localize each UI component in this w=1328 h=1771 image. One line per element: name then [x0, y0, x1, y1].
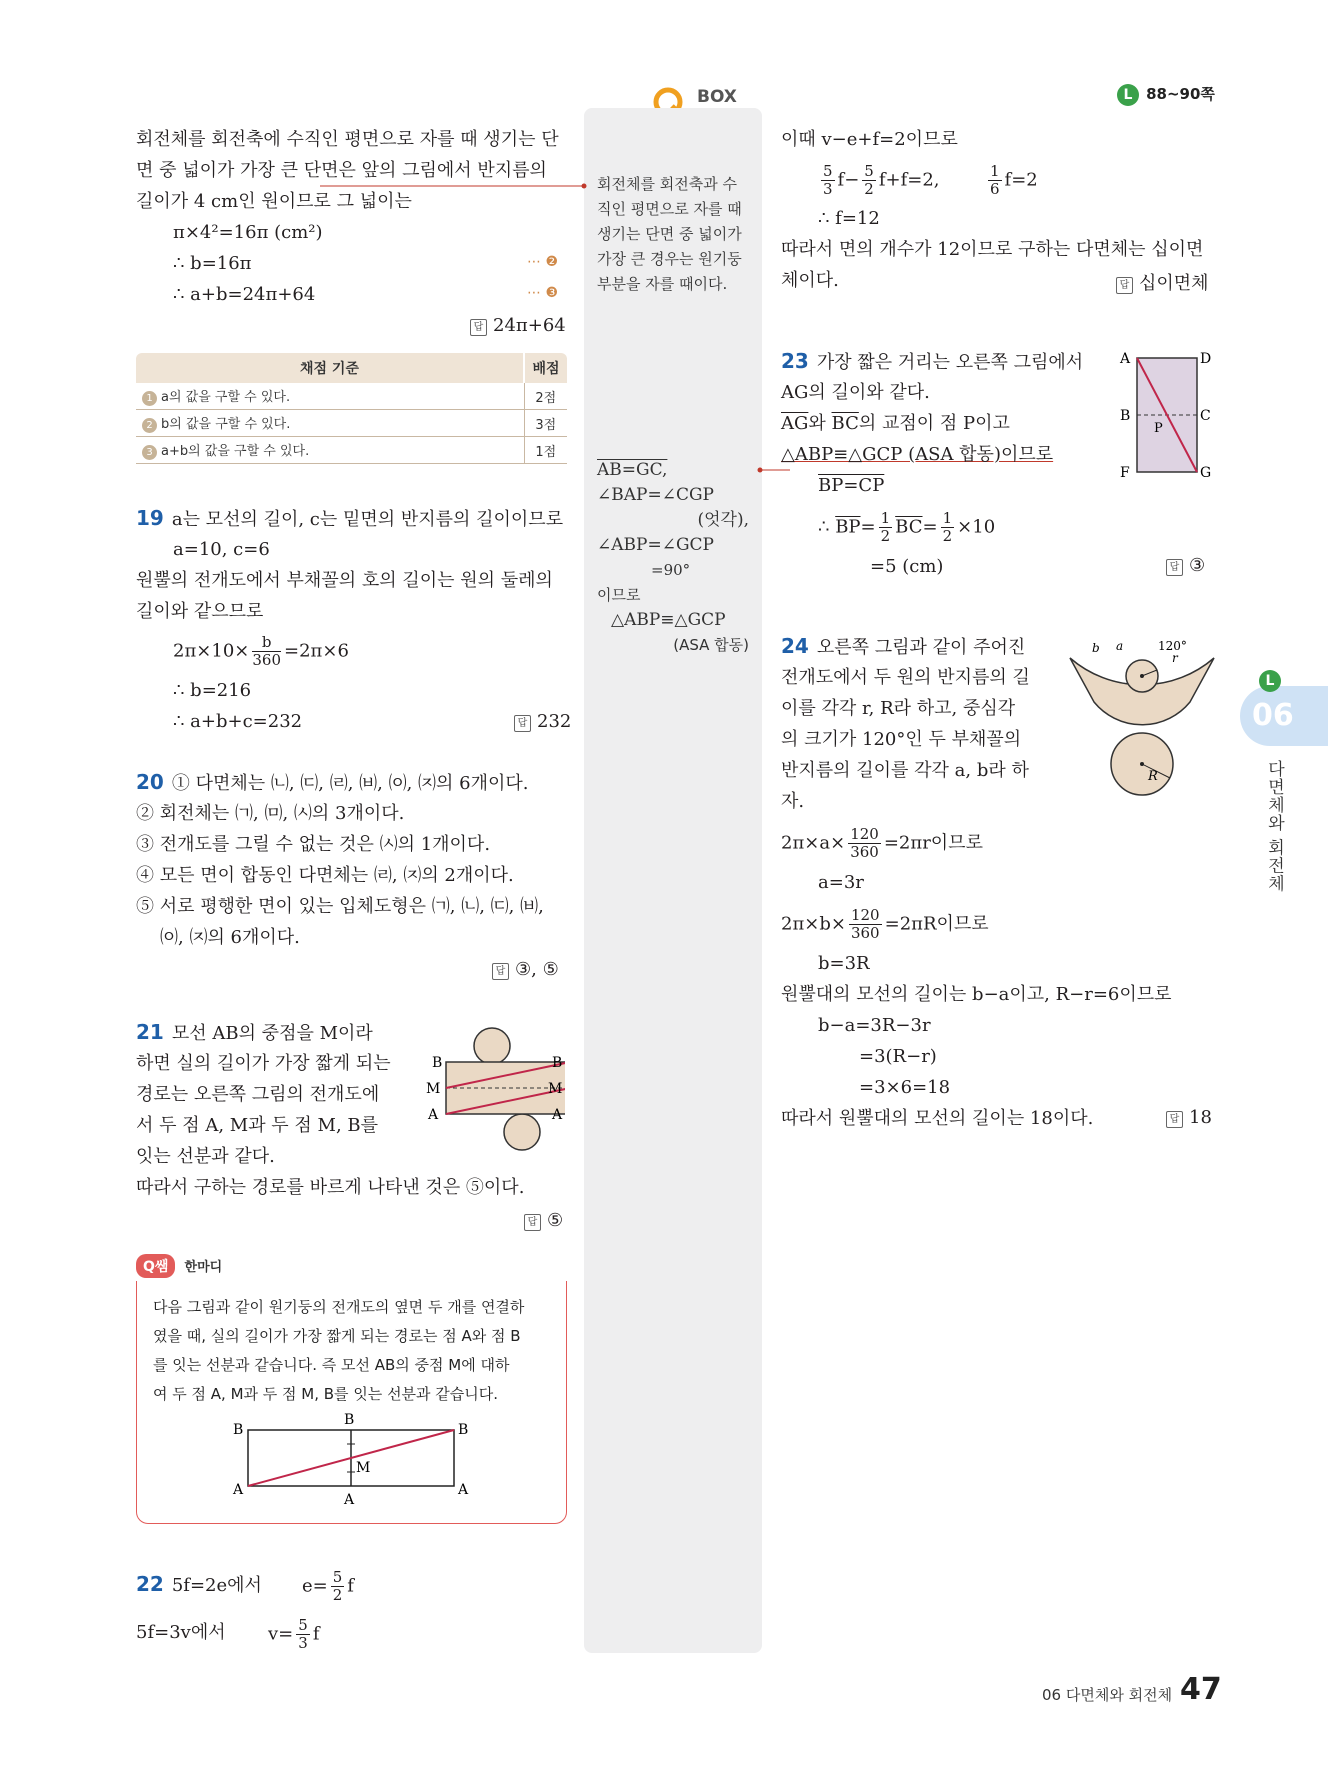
answer-20: 답 ③, ⑤: [492, 959, 559, 980]
q19-line2: a=10, c=6: [173, 539, 270, 560]
answer-23: 답 ③: [1166, 555, 1205, 576]
tip-fig-a-left: A: [233, 1482, 244, 1498]
fig23-b: B: [1120, 408, 1131, 424]
tip-fig-m: M: [356, 1460, 371, 1476]
answer-22: 답 십이면체: [1116, 269, 1209, 295]
answer-icon: 답: [514, 715, 531, 732]
answer-icon: 답: [524, 1214, 541, 1231]
answer-icon: 답: [492, 963, 509, 980]
q22-eq1: e= $\frac{5}{2}$ f: [302, 1568, 354, 1604]
tip-fig-a-mid: A: [344, 1492, 355, 1508]
q23-line1: 23 가장 짧은 거리는 오른쪽 그림에서: [781, 349, 1084, 373]
q22-number: 22: [136, 1572, 164, 1596]
fig24-b: b: [1092, 641, 1100, 655]
q21-line4: 서 두 점 A, M과 두 점 M, B를: [136, 1115, 379, 1136]
tip-fig-a-right: A: [458, 1482, 469, 1498]
eq-ab: ∴ a+b=24π+64: [173, 284, 316, 305]
q24-number: 24: [781, 634, 809, 658]
q24-line2: 전개도에서 두 원의 반지름의 길: [781, 667, 1030, 688]
sidebar-note-1: 회전체를 회전축과 수 직인 평면으로 자를 때 생기는 단면 중 넓이가 가장 큰 경우는 원기둥 부분을 자를 때이다.: [597, 175, 742, 293]
fig-label-m-right: M: [548, 1081, 563, 1097]
l-badge-icon: L: [1117, 84, 1139, 106]
q19-line4: 길이와 같으므로: [136, 601, 264, 622]
q22-line1: 22 5f=2e에서: [136, 1572, 262, 1596]
q24-line3: 이를 각각 r, R라 하고, 중심각: [781, 698, 1016, 719]
q23-line3: $\overline{AG}$와 $\overline{BC}$의 교점이 점 P이고: [781, 413, 1010, 434]
fig23-f: F: [1120, 465, 1130, 481]
criteria-row: 3 a+b의 값을 구할 수 있다. 1점: [136, 437, 567, 464]
q19-line1: 19 a는 모선의 길이, c는 밑면의 반지름의 길이이므로: [136, 506, 564, 530]
answer-24: 답 18: [1166, 1107, 1212, 1128]
top-line4: 따라서 면의 개수가 12이므로 구하는 다면체는 십이면: [781, 239, 1204, 260]
fig23-c: C: [1200, 408, 1211, 424]
fig-label-a-right: A: [552, 1107, 563, 1123]
q21-line2: 하면 실의 길이가 가장 짧게 되는: [136, 1053, 391, 1074]
q20-line3: ③ 전개도를 그릴 수 없는 것은 ㈆의 1개이다.: [136, 834, 491, 855]
q19-eq: 2π×10× $\frac{b}{360}$ =2π×6: [173, 633, 349, 669]
q23-line4: △ABP≡△GCP (ASA 합동)이므로: [781, 444, 1054, 465]
tip-fig-b-left: B: [233, 1422, 244, 1438]
q22-eq2: v= $\frac{5}{3}$ f: [268, 1616, 320, 1652]
q24-line8: 따라서 원뿔대의 모선의 길이는 18이다.: [781, 1108, 1094, 1129]
tip-fig-b-mid: B: [344, 1412, 355, 1428]
answer-icon: 답: [1116, 277, 1133, 294]
fig23-d: D: [1200, 351, 1212, 367]
fig23-a: A: [1120, 351, 1131, 367]
answer-18: 답 24π+64: [470, 315, 566, 336]
intro-block: 회전체를 회전축에 수직인 평면으로 자를 때 생기는 단 면 중 넓이가 가장 큰 단면은 앞의 그림에서 반지름의 길이가 4 cm인 원이므로 그 넓이는: [136, 129, 559, 212]
q24-line7: 원뿔대의 모선의 길이는 b−a이고, R−r=6이므로: [781, 984, 1172, 1005]
q21-line3: 경로는 오른쪽 그림의 전개도에: [136, 1084, 380, 1105]
q24-eq1: 2π×a× $\frac{120}{360}$ =2πr이므로: [781, 825, 983, 861]
q20-number: 20: [136, 770, 164, 794]
q24-eq7: =3×6=18: [859, 1077, 951, 1098]
answer-icon: 답: [1166, 1111, 1183, 1128]
q21-figure: [420, 1018, 565, 1158]
q20-line2: ② 회전체는 ㈀, ㈄, ㈆의 3개이다.: [136, 803, 405, 824]
q23-figure: [1112, 346, 1222, 486]
qtip-badge: Q쌤: [136, 1254, 175, 1278]
answer-21: 답 ⑤: [524, 1210, 563, 1231]
q21-number: 21: [136, 1020, 164, 1044]
q19-number: 19: [136, 506, 164, 530]
fig-label-b-right: B: [552, 1055, 563, 1071]
qtip-text: 다음 그림과 같이 원기둥의 전개도의 옆면 두 개를 연결하 였을 때, 실의 길이가 가장 짧게 되는 경로는 점 A와 점 B 를 잇는 선분과 같습니다. 즉 모선 AB의 중점 M에 대하 여 두 점 A, M과 두 점 M, B를 잇는 선분과 같습니다.: [153, 1298, 525, 1403]
q23-line2: AG의 길이와 같다.: [781, 382, 930, 403]
q24-line4: 의 크기가 120°인 두 부채꼴의: [781, 729, 1022, 750]
q24-figure: [1062, 630, 1222, 800]
qtip-header: Q쌤 한마디: [136, 1254, 222, 1278]
q24-eq2: a=3r: [818, 872, 864, 893]
fig-label-m-left: M: [426, 1081, 441, 1097]
fig24-angle: 120°: [1158, 639, 1187, 653]
q23-line6: ∴ $\overline{BP}=$ $\frac{1}{2}$ $\overline{BC}=$ $\frac{1}{2}$ ×10: [818, 509, 996, 545]
criteria-row: 2 b의 값을 구할 수 있다. 3점: [136, 410, 567, 437]
q21-line5: 잇는 선분과 같다.: [136, 1146, 275, 1167]
q20-line5: ⑤ 서로 평행한 면이 있는 입체도형은 ㈀, ㈁, ㈂, ㈅,: [136, 896, 544, 917]
q24-eq3: 2π×b× $\frac{120}{360}$ =2πR이므로: [781, 906, 989, 942]
q21-line6: 따라서 구하는 경로를 바르게 나타낸 것은 ⑤이다.: [136, 1177, 525, 1198]
q22-line2: 5f=3v에서: [136, 1622, 226, 1643]
q23-line7: =5 (cm): [870, 556, 944, 577]
top-line3: ∴ f=12: [818, 208, 880, 229]
q21-line1: 21 모선 AB의 중점을 M이라: [136, 1020, 373, 1044]
q19-line6: ∴ a+b+c=232: [173, 711, 303, 732]
mark-2: ⋯ ❷: [527, 254, 559, 270]
q24-eq4: b=3R: [818, 953, 870, 974]
q24-eq6: =3(R−r): [859, 1046, 937, 1067]
scoring-table: [136, 353, 567, 464]
sidebar-note-2: AB=GC, ∠BAP=∠CGP (엇각), ∠ABP=∠GCP =90° 이므로 △ABP≡△GCP (ASA 합동): [597, 460, 749, 654]
page-ref: L 88~90쪽: [1117, 83, 1215, 106]
page-number: 47: [1180, 1672, 1222, 1707]
q23-line5: BP=CP: [818, 475, 885, 496]
score-header: 배점: [524, 353, 567, 383]
qtip-figure: [228, 1410, 478, 1510]
q20-line4: ④ 모든 면이 합동인 다면체는 ㈃, ㈈의 2개이다.: [136, 865, 514, 886]
fig-label-a-left: A: [428, 1107, 439, 1123]
q19-line5: ∴ b=216: [173, 680, 252, 701]
q24-eq5: b−a=3R−3r: [818, 1015, 931, 1036]
box-label: BOX: [697, 87, 737, 107]
tab-number: 06: [1252, 698, 1294, 733]
answer-icon: 답: [1166, 559, 1183, 576]
tab-badge: L: [1259, 670, 1281, 692]
criteria-header: 채점 기준: [136, 353, 524, 383]
tab-vertical-title: 다면체와 회전체: [1264, 760, 1284, 893]
answer-icon: 답: [470, 319, 487, 336]
answer-19: 답 232: [514, 711, 571, 732]
fig-label-b-left: B: [432, 1055, 443, 1071]
q19-line3: 원뿔의 전개도에서 부채꼴의 호의 길이는 원의 둘레의: [136, 570, 553, 591]
fig23-g: G: [1200, 465, 1212, 481]
top-line1: 이때 v−e+f=2이므로: [781, 129, 958, 150]
q24-line1: 24 오른쪽 그림과 같이 주어진: [781, 634, 1026, 658]
eq-b: ∴ b=16π: [173, 253, 252, 274]
q20-line6: ㈇, ㈈의 6개이다.: [160, 927, 300, 948]
criteria-row: 1 a의 값을 구할 수 있다. 2점: [136, 383, 567, 410]
tip-fig-b-right: B: [458, 1422, 469, 1438]
footer-chapter: 06 다면체와 회전체: [1042, 1686, 1173, 1704]
fig24-r: r: [1172, 651, 1178, 665]
q24-line5: 반지름의 길이를 각각 a, b라 하: [781, 760, 1029, 781]
eq-area: π×4²=16π (cm²): [173, 222, 323, 243]
fig24-bigr: R: [1148, 769, 1158, 784]
fig23-p: P: [1154, 421, 1163, 436]
top-eq: $\frac{5}{3}$ f− $\frac{5}{2}$ f+f=2, $\frac{1}{6}$ f=2: [823, 162, 1038, 198]
top-line5: 체이다.: [781, 270, 839, 291]
q23-number: 23: [781, 349, 809, 373]
q24-line6: 자.: [781, 791, 805, 812]
q20-line1: 20 ① 다면체는 ㈁, ㈂, ㈃, ㈅, ㈇, ㈈의 6개이다.: [136, 770, 529, 794]
fig24-a: a: [1116, 639, 1124, 653]
mark-3: ⋯ ❸: [527, 285, 559, 301]
